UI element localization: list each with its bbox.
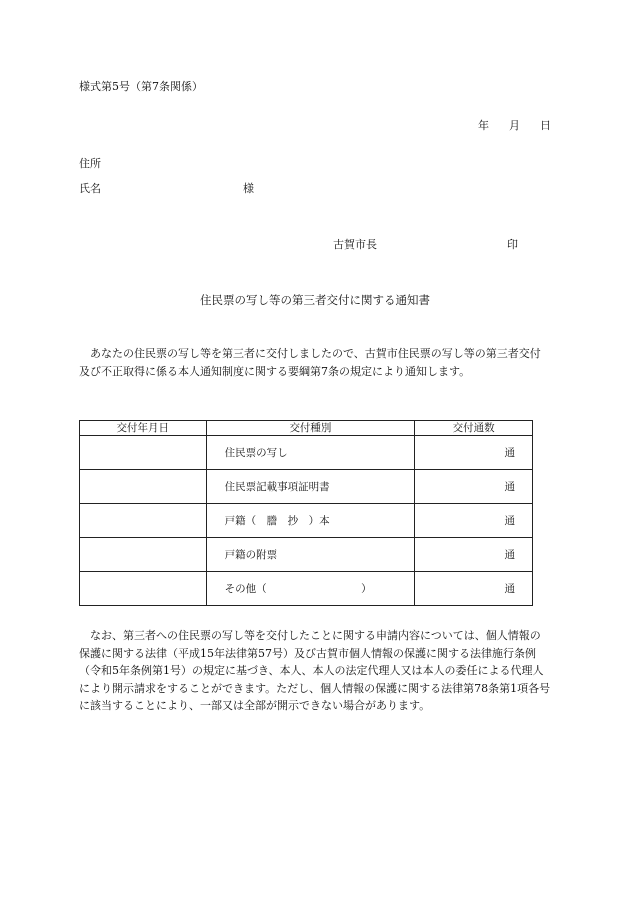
- cell-issue-kind: 住民票の写し: [206, 436, 415, 470]
- cell-issue-date: [80, 572, 207, 606]
- cell-issue-date: [80, 504, 207, 538]
- seal-mark: 印: [507, 238, 518, 251]
- cell-issue-date: [80, 470, 207, 504]
- table-row: [80, 538, 533, 572]
- issuance-table: [79, 420, 533, 606]
- cell-count-unit: 通: [415, 572, 533, 606]
- cell-issue-kind: 戸籍の附票: [206, 538, 415, 572]
- table-row: [80, 436, 533, 470]
- document-title: 住民票の写し等の第三者交付に関する通知書: [200, 293, 430, 307]
- table-row: [80, 572, 533, 606]
- table-row: [80, 504, 533, 538]
- cell-count-unit: 通: [415, 504, 533, 538]
- closing-paragraph: なお、第三者への住民票の写し等を交付したことに関する申請内容については、個人情報の保護に関する法律（平成15年法律第57号）及び古賀市個人情報の保護に関する法律施行条例（令和5年条例第1号）の規定に基づき、本人、本人の法定代理人又は本人の委任による代理人により開示請求をすることができます。ただし、個人情報の保護に関する法律第78条第1項各号に該当することにより、一部又は全部が開示できない場合があります。: [79, 629, 551, 713]
- honorific: 様: [243, 182, 254, 195]
- intro-paragraph: あなたの住民票の写し等を第三者に交付しましたので、古賀市住民票の写し等の第三者交付及び不正取得に係る本人通知制度に関する要綱第7条の規定により通知します。: [79, 347, 541, 378]
- cell-count-unit: 通: [415, 436, 533, 470]
- address-label: 住所: [79, 157, 101, 170]
- table-row: [80, 470, 533, 504]
- cell-issue-date: [80, 436, 207, 470]
- cell-issue-kind: 戸籍（ 謄 抄 ）本: [206, 504, 415, 538]
- cell-issue-date: [80, 538, 207, 572]
- date-line: [478, 119, 551, 133]
- cell-issue-kind: その他（ ）: [206, 572, 415, 606]
- header-issue-count: 交付通数: [415, 421, 533, 436]
- issuer-title: 古賀市長: [333, 238, 377, 251]
- name-label: 氏名: [79, 182, 101, 195]
- table-header-row: [80, 421, 533, 436]
- cell-count-unit: 通: [415, 538, 533, 572]
- date-day-label: 日: [540, 119, 551, 132]
- date-year-label: 年: [478, 119, 489, 132]
- form-number: 様式第5号（第7条関係）: [79, 80, 203, 93]
- header-issue-kind: 交付種別: [206, 421, 415, 436]
- header-issue-date: 交付年月日: [80, 421, 207, 436]
- cell-count-unit: 通: [415, 470, 533, 504]
- date-month-label: 月: [509, 119, 520, 132]
- cell-issue-kind: 住民票記載事項証明書: [206, 470, 415, 504]
